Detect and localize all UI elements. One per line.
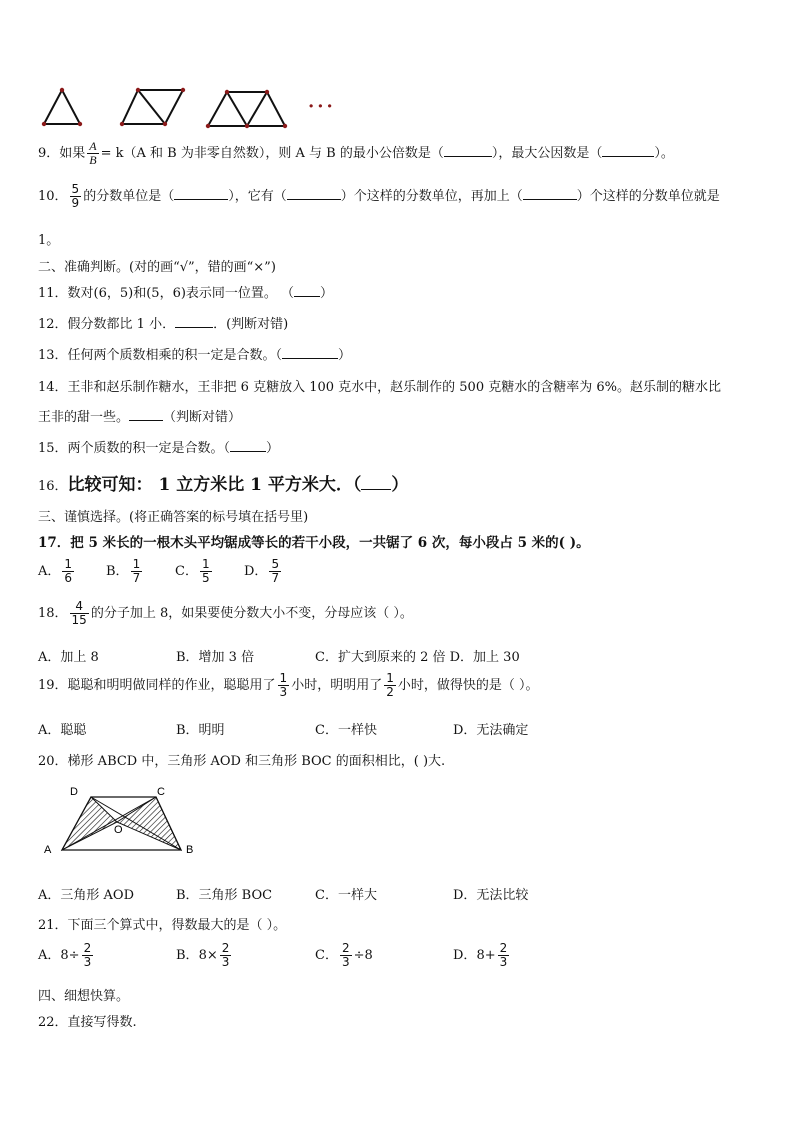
fraction-4-15: $\frac{4}{15}$ [71, 599, 87, 627]
vertex-label-c: C [157, 786, 165, 798]
question-17: 17．把 5 米长的一根木头平均锯成等长的若干小段，一共锯了 6 次，每小段占 5 米的( )。 [38, 535, 590, 551]
question-18: 18． $\frac{4}{15}$ 的分子加上 8，如果要使分数大小不变，分母应该（ ）。 [38, 599, 413, 627]
fraction-5-9: $\frac{5}{9}$ [71, 182, 80, 210]
trapezoid-figure [36, 782, 206, 862]
answer-blank[interactable] [174, 199, 228, 200]
question-9: 9．如果 $\frac{A}{B}$ = k（A 和 B 为非零自然数），则 A 与 B 的最小公倍数是（ ），最大公因数是（ ）。 [38, 139, 674, 167]
question-14: 14．王非和赵乐制作糖水，王非把 6 克糖放入 100 克水中，赵乐制作的 500 克糖水的含糖率为 6%。赵乐制的糖水比 [38, 380, 721, 395]
q20-option-d[interactable]: D．无法比较 [453, 888, 529, 903]
answer-blank[interactable] [287, 199, 341, 200]
question-14-continuation: 王非的甜一些。 （判断对错） [38, 410, 242, 425]
q17-option-a[interactable]: A． $\frac{1}{6}$ [38, 557, 73, 585]
vertex-label-b: B [186, 844, 194, 856]
q21-option-d[interactable]: D．8+ $\frac{2}{3}$ [453, 941, 508, 969]
q18-option-a[interactable]: A．加上 8 [38, 650, 99, 665]
q17-option-c[interactable]: C． $\frac{1}{5}$ [175, 557, 210, 585]
triangle-pattern-figure [30, 80, 350, 135]
section-2-heading: 二、准确判断。(对的画“√”，错的画“×”) [38, 260, 276, 275]
question-12: 12．假分数都比 1 小． ．(判断对错) [38, 317, 289, 332]
three-triangles [208, 92, 285, 126]
question-22: 22．直接写得数. [38, 1015, 137, 1030]
question-21: 21．下面三个算式中，得数最大的是（ ）。 [38, 918, 287, 933]
q20-option-b[interactable]: B．三角形 BOC [176, 888, 273, 903]
q21-option-c[interactable]: C． $\frac{2}{3}$ ÷8 [315, 941, 373, 969]
q17-option-d[interactable]: D． $\frac{5}{7}$ [244, 557, 280, 585]
answer-blank[interactable] [523, 199, 577, 200]
q18-option-b[interactable]: B．增加 3 倍 [176, 650, 255, 665]
q19-option-a[interactable]: A．聪聪 [38, 723, 87, 738]
answer-blank[interactable] [444, 156, 492, 157]
section-4-heading: 四、细想快算。 [38, 989, 130, 1004]
fraction-a-over-b: $\frac{A}{B}$ [89, 139, 97, 167]
question-19: 19．聪聪和明明做同样的作业，聪聪用了 $\frac{1}{3}$ 小时，明明用了 $\frac{1}{2}$ 小时，做得快的是（ ）。 [38, 671, 539, 699]
question-15: 15．两个质数的积一定是合数。（ ） [38, 441, 280, 456]
q19-option-d[interactable]: D．无法确定 [453, 723, 529, 738]
answer-blank[interactable] [282, 358, 338, 359]
q21-option-b[interactable]: B．8× $\frac{2}{3}$ [176, 941, 230, 969]
question-11: 11．数对(6，5)和(5，6)表示同一位置。 （ ） [38, 286, 334, 301]
q21-option-a[interactable]: A．8÷ $\frac{2}{3}$ [38, 941, 92, 969]
q18-option-c-d[interactable]: C．扩大到原来的 2 倍 D．加上 30 [315, 650, 520, 665]
triangle-boc [117, 797, 181, 850]
question-10-continuation: 1。 [38, 233, 60, 248]
answer-blank[interactable] [129, 420, 163, 421]
q17-option-b[interactable]: B． $\frac{1}{7}$ [106, 557, 141, 585]
question-20: 20．梯形 ABCD 中，三角形 AOD 和三角形 BOC 的面积相比，( )大. [38, 754, 446, 769]
question-16: 16．比较可知： 1 立方米比 1 平方米大．（ ） [38, 475, 409, 495]
question-13: 13．任何两个质数相乘的积一定是合数。（ ） [38, 348, 352, 363]
single-triangle [44, 90, 80, 124]
q20-option-a[interactable]: A．三角形 AOD [38, 888, 134, 903]
answer-blank[interactable] [230, 451, 266, 452]
continuation-dots: ··· [308, 96, 336, 117]
section-3-heading: 三、谨慎选择。(将正确答案的标号填在括号里) [38, 510, 309, 525]
answer-blank[interactable] [175, 327, 213, 328]
q19-option-b[interactable]: B．明明 [176, 723, 225, 738]
vertex-label-d: D [70, 786, 78, 798]
answer-blank[interactable] [602, 156, 654, 157]
q20-option-c[interactable]: C．一样大 [315, 888, 377, 903]
question-10: 10． $\frac{5}{9}$ 的分数单位是（ ），它有（ ）个这样的分数单位，再加上（ ）个这样的分数单位就是 [38, 182, 720, 210]
center-label-o: O [114, 824, 123, 836]
answer-blank[interactable] [294, 296, 320, 297]
q19-option-c[interactable]: C．一样快 [315, 723, 377, 738]
vertex-label-a: A [44, 844, 52, 856]
answer-blank[interactable] [361, 489, 391, 490]
